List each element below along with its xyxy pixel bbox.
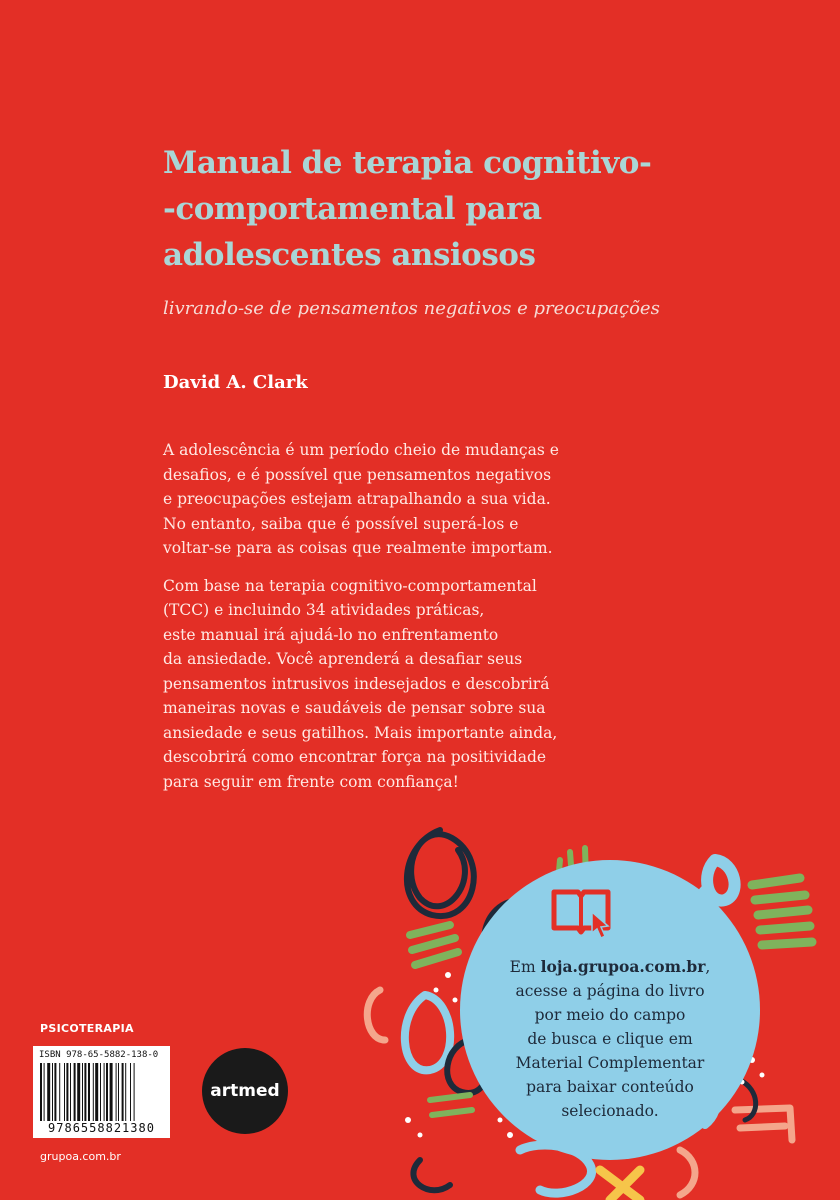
callout-prefix: Em bbox=[509, 958, 541, 976]
barcode-bars bbox=[38, 1063, 164, 1121]
barcode-bar bbox=[104, 1063, 105, 1121]
book-subtitle: livrando-se de pensamentos negativos e preocupações bbox=[163, 298, 660, 319]
description-line: voltar-se para as coisas que realmente importam. bbox=[163, 539, 553, 557]
barcode-bar bbox=[110, 1063, 113, 1121]
barcode-bar bbox=[84, 1063, 86, 1121]
callout-line: por meio do campo bbox=[534, 1006, 686, 1024]
author-name: David A. Clark bbox=[163, 372, 308, 393]
description-line: da ansiedade. Você aprenderá a desafiar seus bbox=[163, 650, 523, 668]
logo-text: artmed bbox=[210, 1081, 280, 1101]
barcode-bar bbox=[93, 1063, 94, 1121]
title-line: adolescentes ansiosos bbox=[163, 237, 536, 273]
barcode-bar bbox=[95, 1063, 98, 1121]
callout-line: de busca e clique em bbox=[527, 1030, 693, 1048]
barcode-bar bbox=[44, 1063, 45, 1121]
isbn-label: ISBN 978-65-5882-138-0 bbox=[39, 1050, 159, 1060]
description-line: Com base na terapia cognitivo-comportamental bbox=[163, 576, 537, 595]
barcode-bar bbox=[118, 1063, 119, 1121]
barcode-bar bbox=[116, 1063, 117, 1121]
barcode-bar bbox=[106, 1063, 108, 1121]
barcode-bar bbox=[74, 1063, 76, 1121]
description-line: maneiras novas e saudáveis de pensar sobre sua bbox=[163, 699, 546, 717]
barcode-bar bbox=[70, 1063, 71, 1121]
barcode-number: 9786558821380 bbox=[48, 1121, 155, 1135]
title-line: Manual de terapia cognitivo- bbox=[163, 145, 652, 181]
artmed-logo bbox=[202, 1048, 288, 1134]
barcode-bar bbox=[130, 1063, 131, 1121]
barcode-bar bbox=[52, 1063, 53, 1121]
barcode-bar bbox=[47, 1063, 50, 1121]
callout-suffix: , bbox=[705, 958, 711, 976]
barcode bbox=[33, 1046, 170, 1138]
description-line: No entanto, saiba que é possível superá-los e bbox=[163, 514, 519, 533]
callout-line: para baixar conteúdo bbox=[526, 1078, 694, 1096]
barcode-bar bbox=[59, 1063, 60, 1121]
barcode-bar bbox=[88, 1063, 90, 1121]
description-line: pensamentos intrusivos indesejados e descobrirá bbox=[163, 674, 550, 693]
barcode-bar bbox=[125, 1063, 126, 1121]
description-line: para seguir em frente com confiança! bbox=[163, 772, 459, 791]
callout-line: Material Complementar bbox=[515, 1054, 705, 1072]
callout-line: selecionado. bbox=[561, 1102, 659, 1120]
description-line: ansiedade e seus gatilhos. Mais importante ainda, bbox=[163, 723, 558, 742]
title-line: -comportamental para bbox=[163, 191, 542, 227]
barcode-bar bbox=[122, 1063, 124, 1121]
book-cursor-icon bbox=[548, 884, 614, 942]
callout-line-1 bbox=[460, 955, 760, 979]
description-line: A adolescência é um período cheio de mudanças e bbox=[163, 441, 559, 459]
barcode-bar bbox=[77, 1063, 80, 1121]
barcode-bar bbox=[66, 1063, 68, 1121]
callout-line: acesse a página do livro bbox=[515, 982, 705, 1000]
description-line: descobrirá como encontrar força na positividade bbox=[163, 748, 547, 766]
description-line: (TCC) e incluindo 34 atividades práticas, bbox=[163, 601, 485, 619]
category-label: PSICOTERAPIA bbox=[40, 1022, 134, 1035]
publisher-website[interactable]: grupoa.com.br bbox=[40, 1150, 121, 1163]
barcode-bar bbox=[82, 1063, 83, 1121]
barcode-bar bbox=[100, 1063, 101, 1121]
barcode-bar bbox=[64, 1063, 65, 1121]
description-line: e preocupações estejam atrapalhando a sua vida. bbox=[163, 490, 551, 508]
barcode-bar bbox=[134, 1063, 135, 1121]
callout-text bbox=[460, 955, 760, 1123]
description-line: desafios, e é possível que pensamentos negativos bbox=[163, 465, 552, 484]
barcode-bar bbox=[54, 1063, 56, 1121]
store-link[interactable]: loja.grupoa.com.br bbox=[540, 957, 706, 976]
barcode-bar bbox=[40, 1063, 42, 1121]
description-line: este manual irá ajudá-lo no enfrentamento bbox=[163, 625, 499, 644]
